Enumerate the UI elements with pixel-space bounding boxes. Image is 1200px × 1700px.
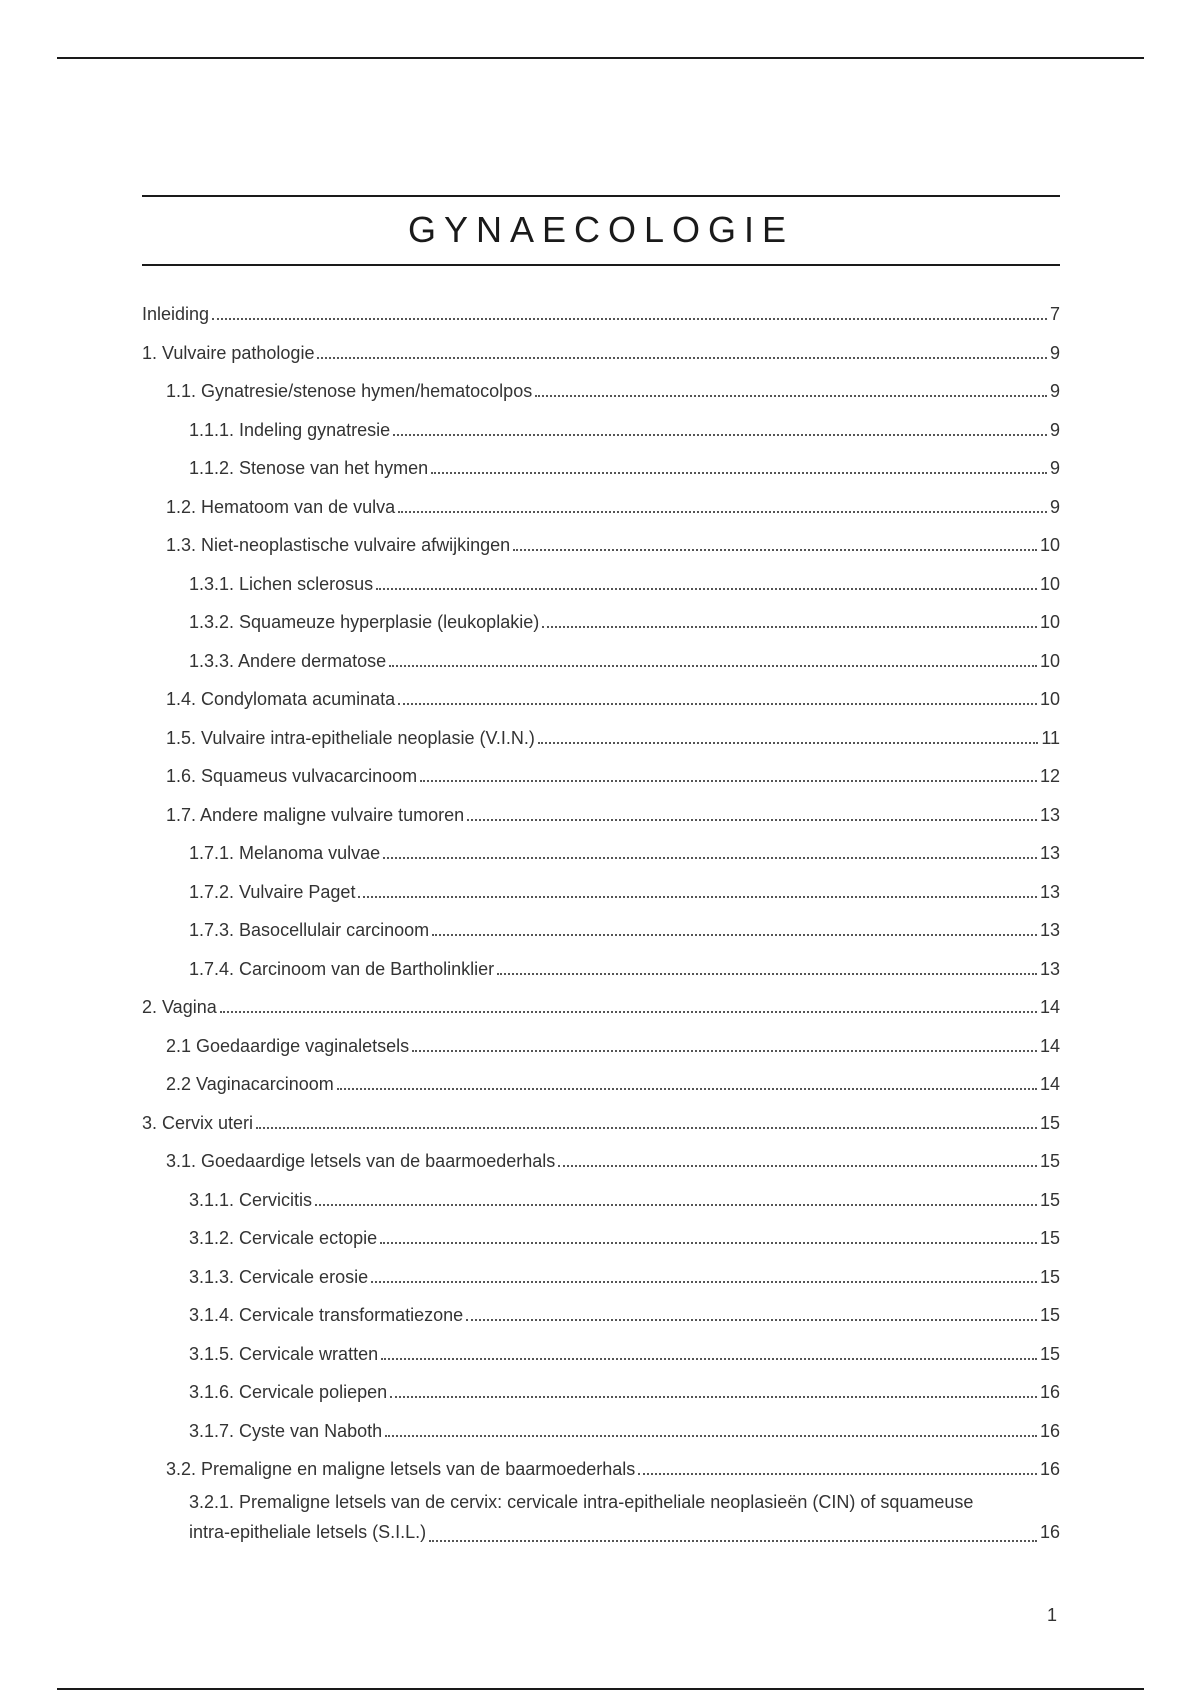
toc-entry-label: 3.1.1. Cervicitis bbox=[189, 1189, 313, 1210]
toc-entry-page: 15 bbox=[1039, 1112, 1060, 1133]
toc-entry[interactable] bbox=[142, 1449, 1060, 1488]
toc-entry-label: 1.7.4. Carcinoom van de Bartholinklier bbox=[189, 958, 495, 979]
toc-entry-label: 1.7.3. Basocellulair carcinoom bbox=[189, 920, 430, 940]
toc-entry[interactable] bbox=[142, 1025, 1060, 1064]
toc-entry-page: 16 bbox=[1039, 1522, 1060, 1542]
toc-entry-label: 1.1.1. Indeling gynatresie bbox=[189, 419, 391, 440]
toc-entry-page: 10 bbox=[1039, 573, 1060, 594]
toc-entry-page: 10 bbox=[1039, 612, 1060, 632]
toc-leader-dots bbox=[381, 1358, 1037, 1360]
toc-entry-label: 3.1.6. Cervicale poliepen bbox=[189, 1382, 388, 1402]
toc-entry-page: 15 bbox=[1039, 1189, 1060, 1210]
toc-entry[interactable] bbox=[142, 1333, 1060, 1372]
page-bottom-rule bbox=[57, 1688, 1144, 1690]
title-block bbox=[142, 195, 1060, 266]
toc-entry[interactable] bbox=[142, 1295, 1060, 1334]
toc-entry-page: 13 bbox=[1039, 958, 1060, 979]
toc-entry-page: 13 bbox=[1039, 804, 1060, 825]
toc-leader-dots bbox=[383, 857, 1037, 859]
toc-entry-label: Inleiding bbox=[142, 304, 210, 324]
toc-leader-dots bbox=[431, 472, 1047, 474]
toc-entry[interactable] bbox=[142, 525, 1060, 564]
title-rule-bottom bbox=[142, 264, 1060, 266]
toc-entry-page: 7 bbox=[1049, 304, 1060, 324]
table-of-contents bbox=[142, 292, 1060, 1554]
toc-entry-label: 1.3.3. Andere dermatose bbox=[189, 650, 387, 671]
toc-entry-page: 15 bbox=[1039, 1266, 1060, 1287]
toc-leader-dots bbox=[390, 1396, 1037, 1398]
toc-entry-page: 15 bbox=[1039, 1305, 1060, 1325]
toc-entry[interactable] bbox=[142, 910, 1060, 949]
toc-leader-dots bbox=[638, 1473, 1037, 1475]
toc-leader-dots bbox=[513, 549, 1037, 551]
toc-leader-dots bbox=[467, 819, 1037, 821]
toc-entry[interactable] bbox=[142, 409, 1060, 448]
toc-leader-dots bbox=[315, 1204, 1037, 1206]
toc-entry-label: 1.1.2. Stenose van het hymen bbox=[189, 458, 429, 478]
toc-entry-page: 9 bbox=[1049, 342, 1060, 363]
toc-entry[interactable] bbox=[142, 717, 1060, 756]
toc-leader-dots bbox=[558, 1165, 1037, 1167]
toc-entry-label: 3.2. Premaligne en maligne letsels van de baarmoederhals bbox=[166, 1459, 636, 1479]
toc-leader-dots bbox=[380, 1242, 1037, 1244]
toc-entry[interactable] bbox=[142, 640, 1060, 679]
page-number: 1 bbox=[1046, 1605, 1057, 1625]
toc-entry[interactable] bbox=[142, 1179, 1060, 1218]
toc-entry-page: 13 bbox=[1039, 843, 1060, 863]
toc-entry-page: 14 bbox=[1039, 1035, 1060, 1056]
toc-leader-dots bbox=[393, 434, 1047, 436]
toc-entry-label: 1. Vulvaire pathologie bbox=[142, 342, 315, 363]
toc-leader-dots bbox=[358, 896, 1037, 898]
toc-entry-label: 1.3.2. Squameuze hyperplasie (leukoplakie) bbox=[189, 612, 540, 632]
toc-leader-dots bbox=[317, 357, 1047, 359]
toc-entry-label: 3.1.5. Cervicale wratten bbox=[189, 1343, 379, 1364]
toc-entry-page: 16 bbox=[1039, 1459, 1060, 1479]
toc-entry[interactable] bbox=[142, 332, 1060, 371]
toc-entry[interactable] bbox=[142, 948, 1060, 987]
toc-entry-page: 10 bbox=[1039, 650, 1060, 671]
toc-leader-dots bbox=[535, 395, 1047, 397]
toc-entry-page: 9 bbox=[1049, 458, 1060, 478]
toc-leader-dots bbox=[420, 780, 1037, 782]
toc-entry-label: 2.2 Vaginacarcinoom bbox=[166, 1074, 334, 1094]
toc-leader-dots bbox=[256, 1127, 1037, 1129]
toc-entry-label: intra-epitheliale letsels (S.I.L.) bbox=[189, 1522, 427, 1542]
toc-entry-label: 1.3. Niet-neoplastische vulvaire afwijkingen bbox=[166, 535, 511, 555]
toc-leader-dots bbox=[376, 588, 1037, 590]
toc-leader-dots bbox=[542, 626, 1037, 628]
toc-entry[interactable] bbox=[142, 1064, 1060, 1103]
toc-entry[interactable] bbox=[142, 448, 1060, 487]
toc-entry-page: 16 bbox=[1039, 1382, 1060, 1402]
toc-entry[interactable] bbox=[142, 756, 1060, 795]
toc-entry-label: 1.4. Condylomata acuminata bbox=[166, 689, 396, 709]
toc-entry-label: 1.7.1. Melanoma vulvae bbox=[189, 843, 381, 863]
toc-entry-label: 1.2. Hematoom van de vulva bbox=[166, 496, 396, 517]
toc-entry[interactable] bbox=[142, 292, 1060, 332]
toc-entry[interactable] bbox=[142, 1372, 1060, 1411]
toc-entry-label: 1.7.2. Vulvaire Paget bbox=[189, 881, 356, 902]
toc-entry[interactable] bbox=[142, 833, 1060, 872]
toc-entry[interactable] bbox=[142, 1487, 1060, 1554]
toc-entry-label: 1.1. Gynatresie/stenose hymen/hematocolpos bbox=[166, 381, 533, 401]
toc-entry[interactable] bbox=[142, 563, 1060, 602]
toc-entry-page: 9 bbox=[1049, 496, 1060, 517]
toc-entry[interactable] bbox=[142, 679, 1060, 718]
toc-entry[interactable] bbox=[142, 1410, 1060, 1449]
toc-leader-dots bbox=[432, 934, 1037, 936]
toc-entry-page: 13 bbox=[1039, 920, 1060, 940]
toc-leader-dots bbox=[466, 1319, 1037, 1321]
document-title: GYNAECOLOGIE bbox=[407, 209, 795, 250]
toc-entry-page: 14 bbox=[1039, 997, 1060, 1017]
toc-leader-dots bbox=[385, 1435, 1037, 1437]
toc-entry-label: 2.1 Goedaardige vaginaletsels bbox=[166, 1035, 410, 1056]
toc-entry[interactable] bbox=[142, 1141, 1060, 1180]
toc-entry-page: 15 bbox=[1039, 1151, 1060, 1171]
toc-entry-label: 3.1. Goedaardige letsels van de baarmoederhals bbox=[166, 1151, 556, 1171]
toc-entry-label: 3.1.7. Cyste van Naboth bbox=[189, 1420, 383, 1441]
toc-entry-page: 9 bbox=[1049, 419, 1060, 440]
toc-entry[interactable] bbox=[142, 794, 1060, 833]
toc-entry-label: 3.2.1. Premaligne letsels van de cervix: cervicale intra-epitheliale neoplasieën (CIN) of squameuse bbox=[189, 1492, 974, 1512]
toc-leader-dots bbox=[429, 1540, 1037, 1542]
toc-leader-dots bbox=[212, 318, 1047, 320]
toc-leader-dots bbox=[337, 1088, 1037, 1090]
toc-entry-label: 1.3.1. Lichen sclerosus bbox=[189, 573, 374, 594]
toc-entry-page: 9 bbox=[1049, 381, 1060, 401]
toc-entry-label: 3.1.2. Cervicale ectopie bbox=[189, 1228, 378, 1248]
toc-leader-dots bbox=[398, 703, 1037, 705]
toc-entry-page: 13 bbox=[1039, 881, 1060, 902]
toc-entry-label: 1.7. Andere maligne vulvaire tumoren bbox=[166, 804, 465, 825]
toc-entry-label: 3. Cervix uteri bbox=[142, 1112, 254, 1133]
toc-entry-page: 16 bbox=[1039, 1420, 1060, 1441]
toc-entry-page: 14 bbox=[1039, 1074, 1060, 1094]
toc-leader-dots bbox=[389, 665, 1037, 667]
toc-entry-label: 3.1.4. Cervicale transformatiezone bbox=[189, 1305, 464, 1325]
toc-leader-dots bbox=[220, 1011, 1037, 1013]
toc-entry-page: 15 bbox=[1039, 1343, 1060, 1364]
toc-entry-page: 11 bbox=[1041, 727, 1060, 748]
toc-leader-dots bbox=[398, 511, 1047, 513]
toc-entry[interactable] bbox=[142, 871, 1060, 910]
toc-entry-page: 15 bbox=[1039, 1228, 1060, 1248]
toc-entry-label: 1.6. Squameus vulvacarcinoom bbox=[166, 766, 418, 786]
toc-entry[interactable] bbox=[142, 987, 1060, 1026]
toc-entry-label: 3.1.3. Cervicale erosie bbox=[189, 1266, 369, 1287]
toc-entry-label: 1.5. Vulvaire intra-epitheliale neoplasie (V.I.N.) bbox=[166, 727, 535, 748]
toc-leader-dots bbox=[497, 973, 1037, 975]
toc-entry-label: 2. Vagina bbox=[142, 997, 217, 1017]
toc-leader-dots bbox=[538, 742, 1038, 744]
toc-leader-dots bbox=[371, 1281, 1037, 1283]
toc-entry-page: 12 bbox=[1039, 766, 1060, 786]
toc-entry[interactable] bbox=[142, 1218, 1060, 1257]
toc-entry[interactable] bbox=[142, 371, 1060, 410]
toc-entry[interactable] bbox=[142, 486, 1060, 525]
toc-leader-dots bbox=[412, 1050, 1037, 1052]
toc-entry[interactable] bbox=[142, 1256, 1060, 1295]
page-top-rule bbox=[57, 57, 1144, 59]
toc-entry-page: 10 bbox=[1039, 689, 1060, 709]
toc-entry[interactable] bbox=[142, 602, 1060, 641]
toc-entry-page: 10 bbox=[1039, 535, 1060, 555]
toc-entry[interactable] bbox=[142, 1102, 1060, 1141]
